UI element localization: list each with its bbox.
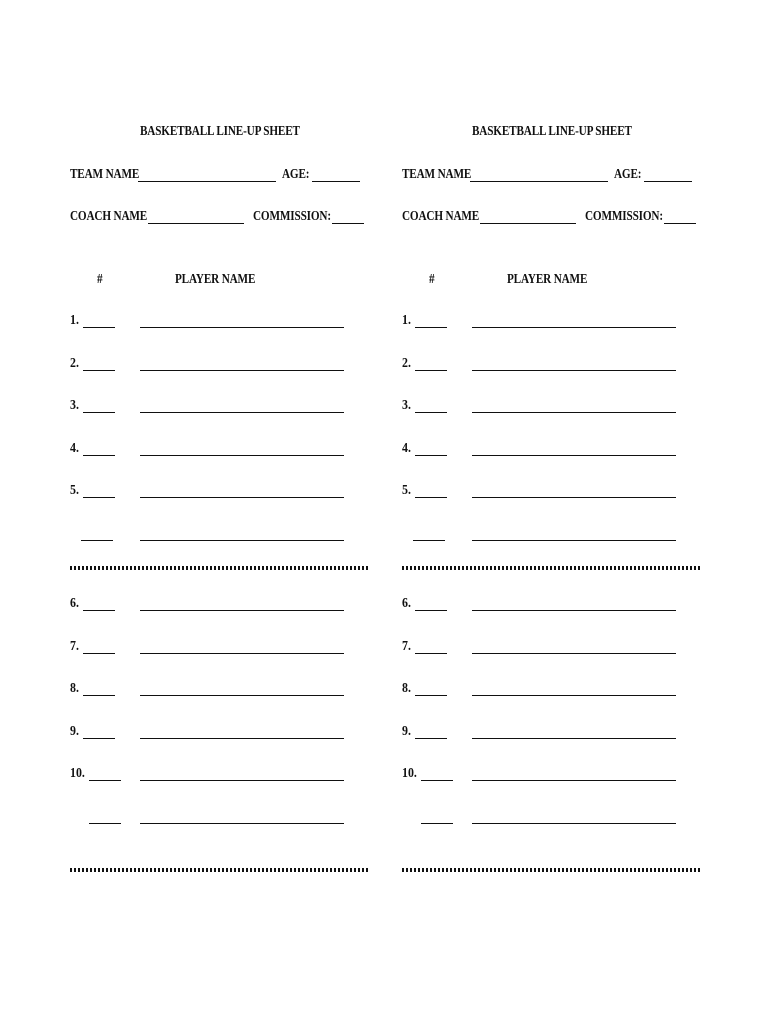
player-name-field[interactable] bbox=[472, 653, 676, 654]
number-column-header: # bbox=[97, 272, 103, 287]
player-name-field[interactable] bbox=[140, 540, 344, 541]
team-name-field[interactable] bbox=[470, 181, 608, 182]
player-name-field[interactable] bbox=[140, 370, 344, 371]
jersey-number-field[interactable] bbox=[415, 653, 447, 654]
jersey-number-field[interactable] bbox=[421, 780, 453, 781]
row-number: 4. bbox=[402, 440, 411, 456]
player-row bbox=[402, 313, 702, 333]
row-number: 9. bbox=[402, 723, 411, 739]
player-name-field[interactable] bbox=[140, 412, 344, 413]
player-row bbox=[402, 596, 702, 616]
age-field[interactable] bbox=[644, 181, 692, 182]
row-number: 8. bbox=[70, 681, 79, 696]
jersey-number-field[interactable] bbox=[413, 540, 445, 541]
cut-line-divider bbox=[402, 868, 702, 872]
commission-label: COMMISSION: bbox=[585, 209, 663, 224]
jersey-number-field[interactable] bbox=[421, 823, 453, 824]
row-number: 6. bbox=[402, 596, 411, 611]
jersey-number-field[interactable] bbox=[415, 610, 447, 611]
lineup-sheet-right bbox=[402, 0, 702, 1024]
jersey-number-field[interactable] bbox=[415, 327, 447, 328]
player-name-field[interactable] bbox=[472, 327, 676, 328]
player-name-field[interactable] bbox=[140, 653, 344, 654]
row-number: 10. bbox=[70, 766, 85, 781]
coach-name-label: COACH NAME bbox=[402, 209, 480, 224]
jersey-number-field[interactable] bbox=[83, 497, 115, 498]
player-row bbox=[70, 681, 370, 701]
player-row bbox=[402, 681, 702, 701]
age-label: AGE: bbox=[282, 167, 310, 182]
jersey-number-field[interactable] bbox=[89, 823, 121, 824]
commission-field[interactable] bbox=[664, 223, 696, 224]
player-name-field[interactable] bbox=[472, 370, 676, 371]
row-number: 2. bbox=[70, 355, 79, 371]
number-column-header: # bbox=[429, 272, 435, 287]
player-row bbox=[402, 483, 702, 503]
player-name-field[interactable] bbox=[472, 823, 676, 824]
player-name-column-header: PLAYER NAME bbox=[507, 272, 588, 287]
jersey-number-field[interactable] bbox=[415, 738, 447, 739]
jersey-number-field[interactable] bbox=[89, 780, 121, 781]
jersey-number-field[interactable] bbox=[415, 497, 447, 498]
player-row bbox=[402, 766, 702, 786]
player-name-field[interactable] bbox=[472, 455, 676, 456]
player-name-field[interactable] bbox=[140, 695, 344, 696]
jersey-number-field[interactable] bbox=[83, 455, 115, 456]
team-name-field[interactable] bbox=[138, 181, 276, 182]
player-name-field[interactable] bbox=[140, 780, 344, 781]
player-row bbox=[402, 526, 702, 546]
coach-name-field[interactable] bbox=[480, 223, 576, 224]
player-row bbox=[402, 639, 702, 659]
player-row bbox=[70, 356, 370, 376]
jersey-number-field[interactable] bbox=[415, 370, 447, 371]
cut-line-divider bbox=[402, 566, 702, 570]
player-name-field[interactable] bbox=[140, 327, 344, 328]
player-name-field[interactable] bbox=[472, 412, 676, 413]
player-row bbox=[70, 483, 370, 503]
jersey-number-field[interactable] bbox=[83, 738, 115, 739]
player-name-field[interactable] bbox=[140, 455, 344, 456]
jersey-number-field[interactable] bbox=[81, 540, 113, 541]
row-number: 10. bbox=[402, 766, 417, 781]
player-row bbox=[70, 639, 370, 659]
player-name-field[interactable] bbox=[140, 823, 344, 824]
coach-name-field[interactable] bbox=[148, 223, 244, 224]
player-row bbox=[402, 809, 702, 829]
player-row bbox=[70, 441, 370, 461]
row-number: 7. bbox=[402, 638, 411, 654]
player-name-field[interactable] bbox=[472, 738, 676, 739]
player-row bbox=[70, 398, 370, 418]
jersey-number-field[interactable] bbox=[83, 412, 115, 413]
player-name-field[interactable] bbox=[472, 610, 676, 611]
sheet-title: BASKETBALL LINE-UP SHEET bbox=[472, 124, 632, 139]
row-number: 4. bbox=[70, 440, 79, 456]
commission-field[interactable] bbox=[332, 223, 364, 224]
player-name-field[interactable] bbox=[472, 497, 676, 498]
player-row bbox=[70, 766, 370, 786]
row-number: 2. bbox=[402, 355, 411, 371]
row-number: 3. bbox=[70, 398, 79, 413]
cut-line-divider bbox=[70, 566, 370, 570]
row-number: 1. bbox=[70, 313, 79, 328]
lineup-sheet-left bbox=[70, 0, 370, 1024]
jersey-number-field[interactable] bbox=[83, 695, 115, 696]
jersey-number-field[interactable] bbox=[415, 412, 447, 413]
cut-line-divider bbox=[70, 868, 370, 872]
player-row bbox=[70, 596, 370, 616]
player-row bbox=[70, 724, 370, 744]
player-row bbox=[70, 809, 370, 829]
row-number: 5. bbox=[402, 483, 411, 498]
row-number: 3. bbox=[402, 398, 411, 413]
player-row bbox=[402, 398, 702, 418]
jersey-number-field[interactable] bbox=[83, 653, 115, 654]
player-name-field[interactable] bbox=[140, 738, 344, 739]
player-name-field[interactable] bbox=[472, 695, 676, 696]
jersey-number-field[interactable] bbox=[83, 610, 115, 611]
player-name-field[interactable] bbox=[472, 780, 676, 781]
player-row bbox=[402, 356, 702, 376]
row-number: 5. bbox=[70, 483, 79, 498]
player-row bbox=[402, 441, 702, 461]
jersey-number-field[interactable] bbox=[83, 327, 115, 328]
jersey-number-field[interactable] bbox=[83, 370, 115, 371]
commission-label: COMMISSION: bbox=[253, 209, 331, 224]
player-name-column-header: PLAYER NAME bbox=[175, 272, 256, 287]
row-number: 7. bbox=[70, 638, 79, 654]
team-name-label: TEAM NAME bbox=[70, 167, 140, 182]
jersey-number-field[interactable] bbox=[415, 455, 447, 456]
jersey-number-field[interactable] bbox=[415, 695, 447, 696]
team-name-label: TEAM NAME bbox=[402, 167, 472, 182]
player-name-field[interactable] bbox=[472, 540, 676, 541]
sheet-title: BASKETBALL LINE-UP SHEET bbox=[140, 124, 300, 139]
player-row bbox=[402, 724, 702, 744]
row-number: 6. bbox=[70, 596, 79, 611]
age-field[interactable] bbox=[312, 181, 360, 182]
player-row bbox=[70, 526, 370, 546]
coach-name-label: COACH NAME bbox=[70, 209, 148, 224]
row-number: 1. bbox=[402, 313, 411, 328]
age-label: AGE: bbox=[614, 167, 642, 182]
player-name-field[interactable] bbox=[140, 610, 344, 611]
player-name-field[interactable] bbox=[140, 497, 344, 498]
row-number: 8. bbox=[402, 681, 411, 696]
player-row bbox=[70, 313, 370, 333]
row-number: 9. bbox=[70, 723, 79, 739]
